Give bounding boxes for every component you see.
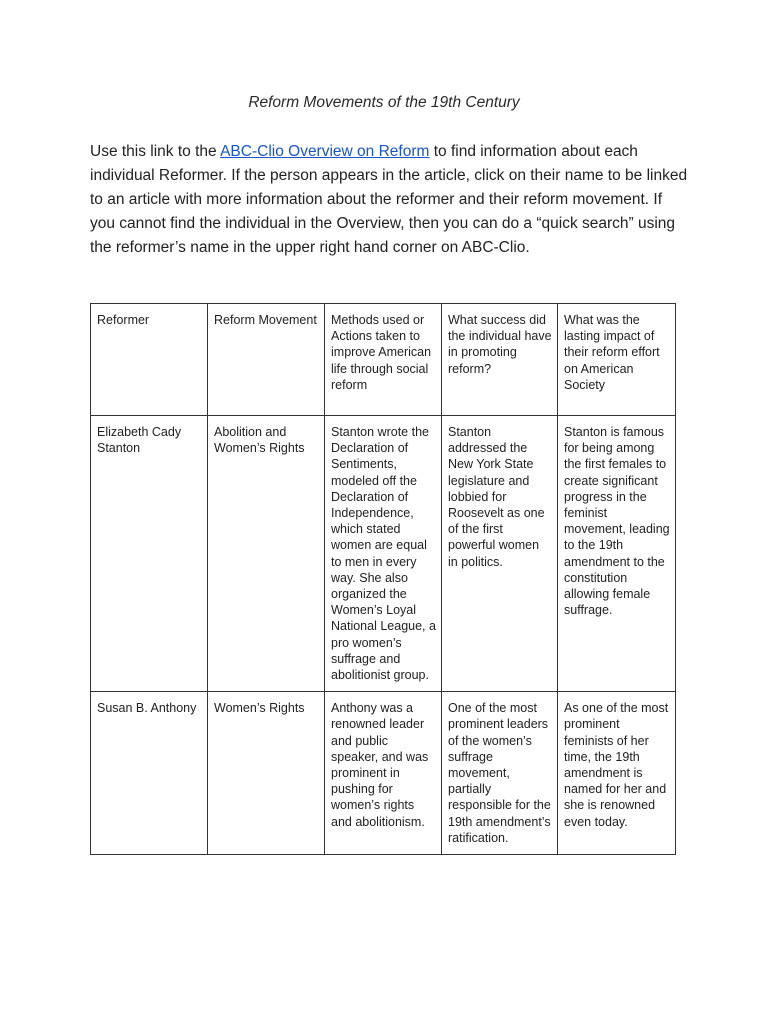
- document-title: Reform Movements of the 19th Century: [248, 94, 520, 111]
- cell-reform-movement: Women’s Rights: [208, 692, 325, 855]
- header-lasting-impact: What was the lasting impact of their reform effort on American Society: [558, 304, 676, 416]
- header-reform-movement: Reform Movement: [208, 304, 325, 416]
- header-methods: Methods used or Actions taken to improve American life through social reform: [325, 304, 442, 416]
- reformers-table: [90, 303, 676, 855]
- intro-paragraph: [90, 140, 690, 260]
- cell-methods: Anthony was a renowned leader and public speaker, and was prominent in pushing for women’s rights and abolitionism.: [325, 692, 442, 855]
- cell-lasting-impact: As one of the most prominent feminists of her time, the 19th amendment is named for her and she is renowned even today.: [558, 692, 676, 855]
- cell-success: Stanton addressed the New York State legislature and lobbied for Roosevelt as one of the first powerful women in politics.: [442, 416, 558, 692]
- header-reformer: Reformer: [91, 304, 208, 416]
- cell-lasting-impact: Stanton is famous for being among the first females to create significant progress in the feminist movement, leading to the 19th amendment to the constitution allowing female suffrage.: [558, 416, 676, 692]
- table-header-row: [91, 304, 676, 416]
- header-success: What success did the individual have in promoting reform?: [442, 304, 558, 416]
- intro-text-after-link: to find information about each individual Reformer. If the person appears in the article, click on their name to be linked to an article with more information about the reformer and their reform movement. If you cannot find the individual in the Overview, then you can do a “quick search” using the reformer’s name in the upper right hand corner on ABC-Clio.: [90, 143, 688, 256]
- table-row: [91, 692, 676, 855]
- cell-methods: Stanton wrote the Declaration of Sentiments, modeled off the Declaration of Independence, which stated women are equal to men in every way. She also organized the Women’s Loyal National League, a pro women’s suffrage and abolitionist group.: [325, 416, 442, 692]
- table-row: [91, 416, 676, 692]
- cell-reformer: Elizabeth Cady Stanton: [91, 416, 208, 692]
- abc-clio-overview-link[interactable]: ABC-Clio Overview on Reform: [220, 143, 430, 160]
- intro-text-before-link: Use this link to the: [90, 143, 221, 160]
- cell-success: One of the most prominent leaders of the women’s suffrage movement, partially responsible for the 19th amendment’s ratification.: [442, 692, 558, 855]
- cell-reform-movement: Abolition and Women’s Rights: [208, 416, 325, 692]
- cell-reformer: Susan B. Anthony: [91, 692, 208, 855]
